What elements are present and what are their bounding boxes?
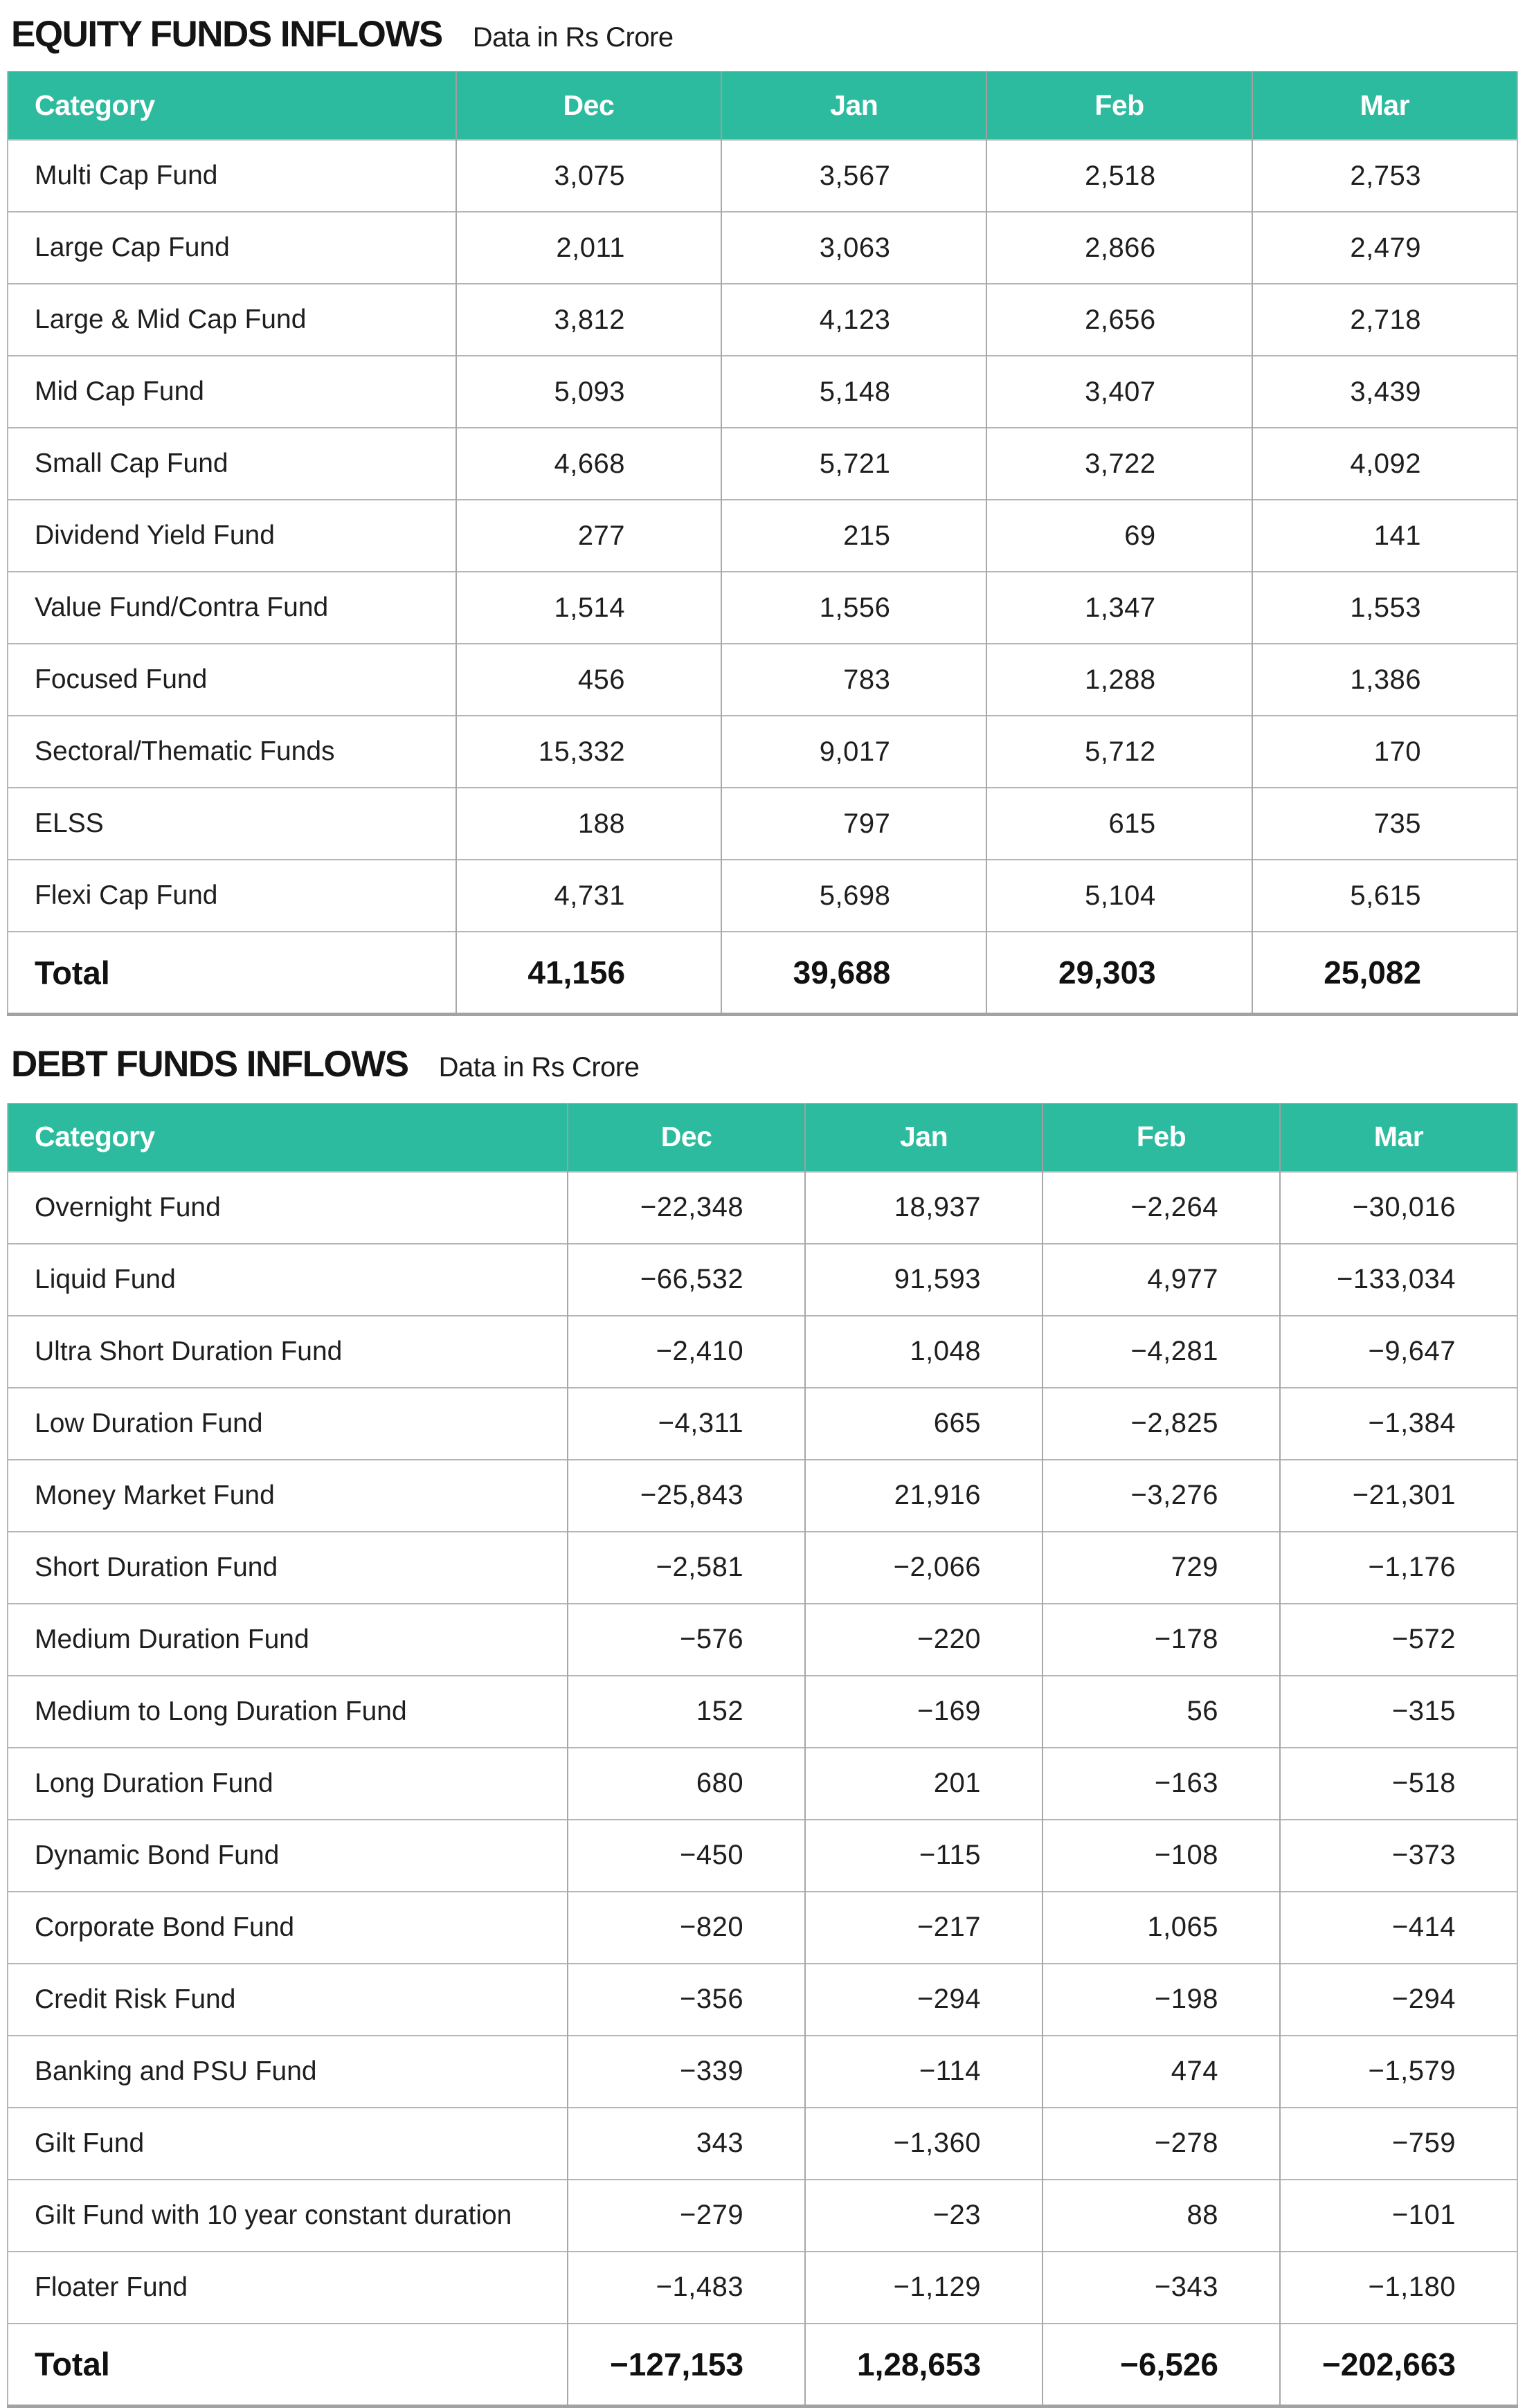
value-cell: 4,977 — [1043, 1244, 1280, 1316]
value-cell: 215 — [721, 500, 986, 572]
category-cell: Banking and PSU Fund — [8, 2036, 568, 2108]
column-header-mar: Mar — [1280, 1103, 1517, 1172]
total-value-cell: 39,688 — [721, 932, 986, 1015]
value-cell: −339 — [568, 2036, 805, 2108]
value-cell: 5,712 — [986, 716, 1252, 788]
table-row — [8, 1460, 1517, 1532]
value-cell: 5,698 — [721, 860, 986, 932]
category-cell: Corporate Bond Fund — [8, 1892, 568, 1964]
value-cell: 5,615 — [1252, 860, 1517, 932]
value-cell: 141 — [1252, 500, 1517, 572]
total-value-cell: 41,156 — [456, 932, 721, 1015]
table-row — [8, 284, 1517, 356]
category-cell: Medium to Long Duration Fund — [8, 1676, 568, 1748]
value-cell: −108 — [1043, 1820, 1280, 1892]
value-cell: 4,731 — [456, 860, 721, 932]
column-header-dec: Dec — [456, 71, 721, 140]
table-row — [8, 2180, 1517, 2252]
value-cell: −343 — [1043, 2252, 1280, 2324]
value-cell: −576 — [568, 1604, 805, 1676]
value-cell: 3,812 — [456, 284, 721, 356]
value-cell: −178 — [1043, 1604, 1280, 1676]
value-cell: −115 — [805, 1820, 1043, 1892]
table-row — [8, 1892, 1517, 1964]
table-row — [8, 1964, 1517, 2036]
equity-title: EQUITY FUNDS INFLOWS — [11, 14, 442, 55]
value-cell: −820 — [568, 1892, 805, 1964]
value-cell: 5,721 — [721, 428, 986, 500]
debt-title-row — [7, 1016, 1518, 1103]
value-cell: −25,843 — [568, 1460, 805, 1532]
table-row — [8, 2108, 1517, 2180]
value-cell: −572 — [1280, 1604, 1517, 1676]
category-cell: Value Fund/Contra Fund — [8, 572, 456, 644]
category-cell: Credit Risk Fund — [8, 1964, 568, 2036]
value-cell: 2,718 — [1252, 284, 1517, 356]
category-cell: Ultra Short Duration Fund — [8, 1316, 568, 1388]
table-row — [8, 500, 1517, 572]
value-cell: 3,567 — [721, 140, 986, 212]
category-cell: Mid Cap Fund — [8, 356, 456, 428]
value-cell: −2,825 — [1043, 1388, 1280, 1460]
value-cell: −279 — [568, 2180, 805, 2252]
value-cell: −3,276 — [1043, 1460, 1280, 1532]
total-row — [8, 932, 1517, 1015]
value-cell: 1,514 — [456, 572, 721, 644]
total-value-cell: −202,663 — [1280, 2324, 1517, 2407]
category-cell: Large & Mid Cap Fund — [8, 284, 456, 356]
value-cell: 188 — [456, 788, 721, 860]
header-row — [8, 1103, 1517, 1172]
table-row — [8, 1820, 1517, 1892]
equity-title-row — [7, 0, 1518, 71]
value-cell: 56 — [1043, 1676, 1280, 1748]
category-cell: Large Cap Fund — [8, 212, 456, 284]
value-cell: 3,075 — [456, 140, 721, 212]
debt-funds-section — [7, 1016, 1518, 2407]
category-cell: Floater Fund — [8, 2252, 568, 2324]
value-cell: −518 — [1280, 1748, 1517, 1820]
value-cell: −759 — [1280, 2108, 1517, 2180]
table-row — [8, 2252, 1517, 2324]
category-cell: ELSS — [8, 788, 456, 860]
column-header-feb: Feb — [986, 71, 1252, 140]
value-cell: 797 — [721, 788, 986, 860]
value-cell: 1,288 — [986, 644, 1252, 716]
value-cell: −1,129 — [805, 2252, 1043, 2324]
value-cell: 474 — [1043, 2036, 1280, 2108]
table-row — [8, 1316, 1517, 1388]
value-cell: 15,332 — [456, 716, 721, 788]
category-cell: Low Duration Fund — [8, 1388, 568, 1460]
value-cell: −21,301 — [1280, 1460, 1517, 1532]
category-cell: Overnight Fund — [8, 1172, 568, 1244]
table-row — [8, 1172, 1517, 1244]
equity-subtitle: Data in Rs Crore — [472, 22, 674, 53]
total-value-cell: 1,28,653 — [805, 2324, 1043, 2407]
table-row — [8, 1748, 1517, 1820]
value-cell: 88 — [1043, 2180, 1280, 2252]
value-cell: 152 — [568, 1676, 805, 1748]
total-label-cell: Total — [8, 932, 456, 1015]
column-header-dec: Dec — [568, 1103, 805, 1172]
value-cell: −1,176 — [1280, 1532, 1517, 1604]
category-cell: Flexi Cap Fund — [8, 860, 456, 932]
value-cell: 2,518 — [986, 140, 1252, 212]
total-row — [8, 2324, 1517, 2407]
category-cell: Small Cap Fund — [8, 428, 456, 500]
value-cell: 2,753 — [1252, 140, 1517, 212]
value-cell: −1,384 — [1280, 1388, 1517, 1460]
category-cell: Sectoral/Thematic Funds — [8, 716, 456, 788]
total-value-cell: 29,303 — [986, 932, 1252, 1015]
table-row — [8, 140, 1517, 212]
value-cell: 1,048 — [805, 1316, 1043, 1388]
value-cell: 783 — [721, 644, 986, 716]
value-cell: 1,553 — [1252, 572, 1517, 644]
value-cell: 729 — [1043, 1532, 1280, 1604]
value-cell: 680 — [568, 1748, 805, 1820]
value-cell: −4,281 — [1043, 1316, 1280, 1388]
value-cell: −294 — [805, 1964, 1043, 2036]
table-row — [8, 212, 1517, 284]
value-cell: −315 — [1280, 1676, 1517, 1748]
value-cell: 735 — [1252, 788, 1517, 860]
table-row — [8, 572, 1517, 644]
value-cell: 3,722 — [986, 428, 1252, 500]
value-cell: −356 — [568, 1964, 805, 2036]
value-cell: 170 — [1252, 716, 1517, 788]
value-cell: −66,532 — [568, 1244, 805, 1316]
value-cell: −163 — [1043, 1748, 1280, 1820]
value-cell: 69 — [986, 500, 1252, 572]
value-cell: −4,311 — [568, 1388, 805, 1460]
table-row — [8, 428, 1517, 500]
equity-funds-section — [7, 0, 1518, 1016]
table-row — [8, 644, 1517, 716]
column-header-jan: Jan — [805, 1103, 1043, 1172]
value-cell: −169 — [805, 1676, 1043, 1748]
debt-funds-table — [7, 1103, 1518, 2408]
category-cell: Dividend Yield Fund — [8, 500, 456, 572]
value-cell: −217 — [805, 1892, 1043, 1964]
value-cell: −2,066 — [805, 1532, 1043, 1604]
value-cell: −414 — [1280, 1892, 1517, 1964]
value-cell: 4,123 — [721, 284, 986, 356]
table-row — [8, 2036, 1517, 2108]
value-cell: 5,104 — [986, 860, 1252, 932]
value-cell: −1,579 — [1280, 2036, 1517, 2108]
value-cell: 91,593 — [805, 1244, 1043, 1316]
category-cell: Money Market Fund — [8, 1460, 568, 1532]
value-cell: 4,668 — [456, 428, 721, 500]
total-value-cell: −127,153 — [568, 2324, 805, 2407]
value-cell: −1,180 — [1280, 2252, 1517, 2324]
value-cell: 615 — [986, 788, 1252, 860]
value-cell: 665 — [805, 1388, 1043, 1460]
value-cell: −9,647 — [1280, 1316, 1517, 1388]
value-cell: −30,016 — [1280, 1172, 1517, 1244]
table-row — [8, 788, 1517, 860]
category-cell: Focused Fund — [8, 644, 456, 716]
debt-title: DEBT FUNDS INFLOWS — [11, 1044, 408, 1085]
value-cell: 2,479 — [1252, 212, 1517, 284]
table-row — [8, 716, 1517, 788]
column-header-feb: Feb — [1043, 1103, 1280, 1172]
value-cell: 4,092 — [1252, 428, 1517, 500]
value-cell: −220 — [805, 1604, 1043, 1676]
table-row — [8, 1532, 1517, 1604]
total-value-cell: 25,082 — [1252, 932, 1517, 1015]
value-cell: 21,916 — [805, 1460, 1043, 1532]
value-cell: 201 — [805, 1748, 1043, 1820]
value-cell: −1,483 — [568, 2252, 805, 2324]
value-cell: 5,148 — [721, 356, 986, 428]
column-header-jan: Jan — [721, 71, 986, 140]
value-cell: 3,439 — [1252, 356, 1517, 428]
category-cell: Multi Cap Fund — [8, 140, 456, 212]
category-cell: Short Duration Fund — [8, 1532, 568, 1604]
equity-funds-table — [7, 71, 1518, 1016]
value-cell: −133,034 — [1280, 1244, 1517, 1316]
column-header-category: Category — [8, 71, 456, 140]
value-cell: 2,866 — [986, 212, 1252, 284]
value-cell: −23 — [805, 2180, 1043, 2252]
header-row — [8, 71, 1517, 140]
value-cell: 2,656 — [986, 284, 1252, 356]
value-cell: 277 — [456, 500, 721, 572]
category-cell: Gilt Fund — [8, 2108, 568, 2180]
value-cell: 5,093 — [456, 356, 721, 428]
value-cell: −1,360 — [805, 2108, 1043, 2180]
value-cell: −198 — [1043, 1964, 1280, 2036]
total-label-cell: Total — [8, 2324, 568, 2407]
table-row — [8, 860, 1517, 932]
category-cell: Liquid Fund — [8, 1244, 568, 1316]
value-cell: 3,407 — [986, 356, 1252, 428]
category-cell: Medium Duration Fund — [8, 1604, 568, 1676]
value-cell: −373 — [1280, 1820, 1517, 1892]
table-row — [8, 1676, 1517, 1748]
value-cell: −2,581 — [568, 1532, 805, 1604]
value-cell: −114 — [805, 2036, 1043, 2108]
category-cell: Dynamic Bond Fund — [8, 1820, 568, 1892]
value-cell: 3,063 — [721, 212, 986, 284]
value-cell: 1,065 — [1043, 1892, 1280, 1964]
category-cell: Gilt Fund with 10 year constant duration — [8, 2180, 568, 2252]
value-cell: 1,347 — [986, 572, 1252, 644]
table-row — [8, 1388, 1517, 1460]
value-cell: −294 — [1280, 1964, 1517, 2036]
value-cell: 1,386 — [1252, 644, 1517, 716]
value-cell: −101 — [1280, 2180, 1517, 2252]
total-value-cell: −6,526 — [1043, 2324, 1280, 2407]
value-cell: −2,264 — [1043, 1172, 1280, 1244]
value-cell: −278 — [1043, 2108, 1280, 2180]
value-cell: 2,011 — [456, 212, 721, 284]
value-cell: −450 — [568, 1820, 805, 1892]
debt-subtitle: Data in Rs Crore — [438, 1052, 640, 1083]
table-row — [8, 356, 1517, 428]
value-cell: 9,017 — [721, 716, 986, 788]
value-cell: 456 — [456, 644, 721, 716]
value-cell: −2,410 — [568, 1316, 805, 1388]
table-row — [8, 1244, 1517, 1316]
value-cell: 18,937 — [805, 1172, 1043, 1244]
value-cell: 343 — [568, 2108, 805, 2180]
table-row — [8, 1604, 1517, 1676]
category-cell: Long Duration Fund — [8, 1748, 568, 1820]
value-cell: 1,556 — [721, 572, 986, 644]
value-cell: −22,348 — [568, 1172, 805, 1244]
column-header-mar: Mar — [1252, 71, 1517, 140]
column-header-category: Category — [8, 1103, 568, 1172]
